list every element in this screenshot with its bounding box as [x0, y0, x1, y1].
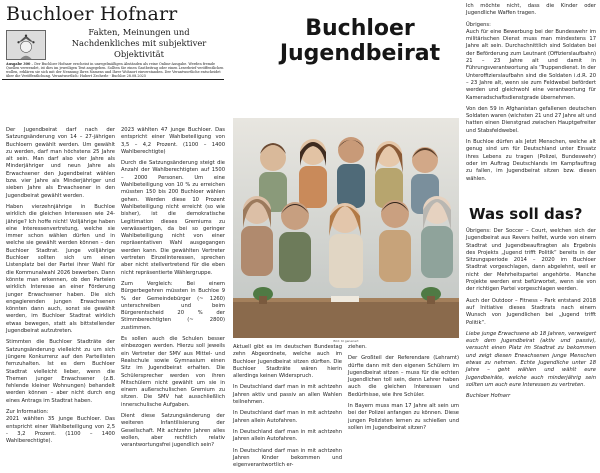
paragraph: Ich möchte nicht, dass die Kinder oder Jugendliche Waffen tragen. — [466, 3, 596, 17]
masthead-divider — [2, 79, 224, 80]
paragraph: 2023 wählten 47 junge Buchloer. Das entspricht einer Wahlbeteiligung von 3,5 – 4,2 Prozent. (1100 – 1400 Wahlberechtigte) — [121, 127, 225, 155]
masthead — [2, 2, 224, 78]
article-column-3 — [233, 344, 342, 473]
paragraph: In Bayern muss man 17 Jahre alt sein um bei der Polizei anfangen zu können. Diese jungen Polizisten lernen zu schießen und sollen im Jugendbeirat sitzen? — [348, 403, 459, 431]
paragraph: Der Großteil der Referendare (Lehramt) dürfte dann mit den eigenen Schülern im Jugendbeirat sitzen – muss für die echten Jugendlichen toll sein, denn Lehrer haben auch die gleichen Interessen und Bedürfnisse, wie ihre Schüler. — [348, 355, 459, 398]
closing-appeal: Liebe junge Erwachsene ab 18 Jahren, verweigert euch dem Jugendbeirat (aktiv und passiv), versucht einen Platz im Stadtrat zu bekommen und zeigt diesen Erwachsenen junge Menschen etwas zu nehmen. Echte Jugendliche unter 18 Jahre – geht wählen und wählt eure Jugendbeiräte, welche auch minderjährig sein sollten um auch eure Interessen zu vertreten. — [466, 330, 596, 388]
paragraph: ziehen. — [348, 344, 367, 350]
article-column-5-top — [466, 3, 596, 187]
paragraph: Auch für eine Bewerbung bei der Bundeswehr im militärischen Dienst muss man mindestens 17 Jahre alt sein. Durchschnittlich sind Soldaten bei der Beförderung zum Leutnant (Offizierslaufbahn) 21 – 23 Jahre alt und damit in Führungsverantwortung als 'Truppendienst. In der Unteroffizierslaufbahn sind die Soldaten i.d.R. 20 – 23 Jahre alt, wenn sie zum Feldwebel befördert werden und gleichwohl eine verantwortung für Kameradschaftsdienstgrade übernehmen. — [466, 28, 596, 101]
paragraph: Zur Information: — [6, 408, 49, 415]
paragraph: Haben vierzehnjährige in Buchloe wirklich die gleichen Interessen wie 24-jährige? Ich hoffe nicht! Volljährige haben eine Interessenvertretung, welche sie immer schon wählen dürfen und in welche sie gewählt werden können – den Buchloer Stadtrat. Junge volljährige Buchloer sollten sich um einen Listenplatz bei der Partei ihrer Wahl für die Kommunalwahl 2026 bewerben. Dann könnte man erkennen, ob den Parteien wirklich Interesse an einer Förderung junger Erwachsener haben. Die sich engagierenden jungen Erwachsenen könnten dann auch, sonst sie gewählt werden, im Buchloer Stadtrat wirklich etwas bewegen, statt als bittstellender Jugendbeirat aufzutreten. — [6, 203, 115, 335]
paragraph: Übrigens: Der Soccer – Court, welchen sich der Jugendbeirat aus Revers helfet, wurde von einem Stadtrat und Jugendbeauftragten als Ergebnis des Projekts „Jugend trifft Politik“ bereits in der Sitzungsperiode 2014 – 2020 im Buchloer Stadtrat vorgeschlagen, dann abgelehnt, weil er nicht der Mehrheitspartei angehörte. Manche Projekte werden erst befürwortet, wenn sie von der richtigen Partei vorgeschlagen werden. — [466, 228, 596, 293]
paragraph: Stimmten die Buchloer Stadträte der Satzungsänderung vielleicht zu um sich jüngere Konkurrenz auf den Parteilisten fernzuhalten. Ist es dem Buchloer Stadtrat vielleicht lieber, wenn die Themen junger Erwachsener (z.B. fehlende kleiner Wohnungen) behandelt werden können – aber nicht durch eng eines Antrags im Stadtrat haben. — [6, 339, 115, 404]
group-of-young-people-illustration-icon — [233, 118, 459, 338]
issue-label: Ausgabe 300 — [6, 62, 31, 66]
article-column-5-bottom — [466, 228, 596, 405]
jester-logo-icon — [6, 30, 46, 60]
photo-caption: Bild: KI generiert — [333, 339, 359, 343]
paragraph: Zum Vergleich: Bei einem Bürgerbegehren müssten in Buchloe 9 % der Gemeindebürger (~ 1260) unterschreiben und beim Bürgerentscheid 20 % der Stimmberechtigten (~ 2800) zustimmen. — [121, 280, 225, 331]
paragraph: Von den 59 in Afghanistan gefallenen deutschen Soldaten waren (wichsten 21 und 27 Jahre alt und hatten einen Dienstgrad zwischen Hauptgefreiter und Stabsfeldwebel. — [466, 105, 596, 134]
paragraph: Es sollen auch die Schulen besser einbezogen werden. Hierzu soll jeweils ein Vertreter der SMV aus Mittel- und Realschule sowie Gymnasium einen Sitz im Jugendbeirat erhalten. Die Schülersprecher werden von ihren Mitschülern nicht gewählt um sie in einem außerschulischen Gremium zu sitzen. Die SMV hat ausschließlich innerschulische Aufgaben. — [121, 336, 225, 408]
paragraph: In Deutschland darf man in mit achtzehn Jahren allein Autofahren. — [233, 410, 342, 424]
paragraph: In Deutschland darf man in mit achtzehn Jahren allein Autofahren. — [233, 428, 342, 443]
subheadline: Was soll das? — [469, 205, 583, 223]
paragraph: In Deutschland darf man in mit achtzehn Jahren Kinder bekommen und eigenverantwortlich er- — [233, 447, 342, 469]
signature: Buchloer Hofnarr — [466, 393, 511, 400]
paragraph: In Deutschland darf man in mit achtzehn Jahren aktiv und passiv an allen Wahlen teilnehmen. — [233, 384, 342, 406]
article-column-2 — [121, 127, 225, 453]
paragraph: Der Jugendbeirat darf nach der Satzungsänderung von 14 – 27-jährigen Buchloern gewählt werden. Um gewählt zu werden, darf man höchstens 25 Jahre alt sein. Man darf also vier Jahre als Minderjähriger und neun Jahre als Erwachsener den Jugendbeirat wählen bzw. vier Jahre als Minderjähriger und sieben Jahre als Erwachsener in den Jugendbeirat gewählt werden. — [6, 127, 115, 199]
paragraph: Durch die Satzungsänderung steigt die Anzahl der Wahlberechtigten auf 1500 – 2000 Personen. Um eine Wahlbeteiligung von 10 % zu erreichen müssten 150 bis 200 Buchloer wählen gehen. Werden diese 10 Prozent Wahlbeteiligung nicht erreicht (so wie bisher), ist die demokratische Legitimation dieses Gremiums zu verwässertigen, da bei so geringer Wahlbeteiligung nicht von einer repräsentativen Wahl ausgegangen werden kann. Die gewählten Vertreter vertreten Einzelinteressen, sprechen aber nicht stellvertretend für die eben nicht repräsentierte Wählergruppe. — [121, 160, 225, 276]
paragraph: Auch der Outdoor – Fitness – Park entstand 2018 auf Initiative dieses Stadtrats nach einem Wunsch von Jugendlichen bei „Jugend trifft Politik“. — [466, 297, 596, 326]
paragraph: 2021 wählten 35 junge Buchloer. Das entspricht einer Wahlbeteiligung von 2,5 - 3,2 Prozent. (1100 – 1400 Wahlberechtigte). — [6, 416, 115, 445]
article-column-4 — [348, 344, 459, 436]
masthead-subtitle: Fakten, Meinungen und Nachdenkliches mit subjektiver Objektivität — [71, 27, 207, 59]
masthead-title: Buchloer Hofnarr — [6, 3, 178, 25]
headline: Buchloer Jugendbeirat — [279, 16, 441, 66]
masthead-fine-print — [6, 62, 226, 78]
paragraph: Aktuell gibt es im deutschen Bundestag zehn Abgeordnete, welche auch im Buchloer Jugendbeirat sitzen dürften. Die Buchloer Stadträte wären hierin allerdings keinen Widerspruch. — [233, 344, 342, 380]
paragraph: Dient diese Satzungsänderung der weiteren Infantilisierung der Gesellschaft. Mit achtzehn Jahren alles wollen, aber rechtlich relativ verantwortungsfrei jugendlich sein? — [121, 412, 225, 449]
article-column-1 — [6, 127, 115, 449]
paragraph: Übrigens: — [466, 21, 491, 28]
paragraph: In Buchloe dürfen als Jetzt Menschen, welche alt genug sind um für Deutschland unter Einsatz ihres Lebens zu tragen (Polizei, Bundeswehr) oder im Auftrag Deutschlands im Kampfauftrag zu fallen, im Jugendbeirat sitzen bzw. diesen wählen. — [466, 139, 596, 182]
fine-print-text: – Der Buchloer Hofnarr erscheint in unregelmäßigen Abständen als reine Online-Ausgabe. Werden fremde Quellen verwendet, ist dies im jeweiligen Text angegeben. Sollten Sie einen Gastbeitrag oder einen Leserbrief veröffentlichen wollen, erklären sie sich mit der Nennung Ihres Namens und Ihrer Wohnort einverstanden. Der Verantwortliche entscheidet über die Veröffentlichung. Verantwortlich: Hubert Zecherle · Buchloe 28.08.2025 — [6, 62, 224, 78]
